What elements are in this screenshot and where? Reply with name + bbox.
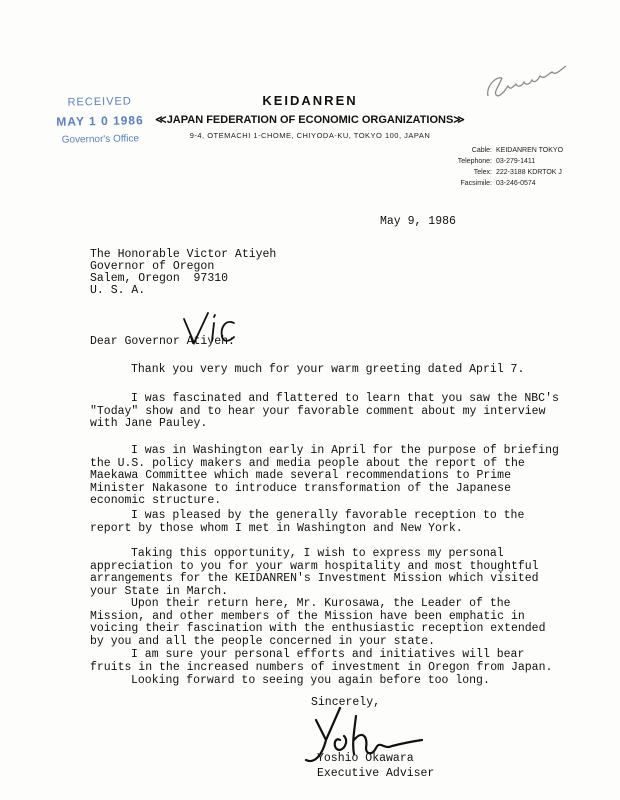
- recipient-line: Governor of Oregon: [90, 260, 215, 273]
- contact-row: [420, 178, 570, 189]
- body-paragraph: Upon their return here, Mr. Kurosawa, the Leader of the Mission, and other members of the Mission have been emphatic in voicing their fascination with the enthusiastic reception extended by you and all the people concerned in your state.: [90, 597, 546, 648]
- stamp-date: MAY 1 0 1986: [56, 113, 144, 129]
- handwritten-vic: [178, 309, 238, 349]
- stamp-received: RECEIVED: [67, 95, 132, 109]
- body-paragraph: I was fascinated and flattered to learn that you saw the NBC's "Today" show and to hear your favorable comment about my interview with Jane Pauley.: [90, 392, 559, 430]
- contact-row: [420, 167, 570, 178]
- contact-row: [420, 156, 570, 167]
- contact-row: [420, 145, 570, 156]
- recipient-line: The Honorable Victor Atiyeh: [90, 248, 277, 261]
- closing: Sincerely,: [311, 696, 381, 709]
- letter-date: May 9, 1986: [380, 215, 456, 228]
- contact-label: Facsimile:: [460, 180, 492, 187]
- contact-label: Telephone:: [457, 158, 492, 165]
- signer-name: Yoshio Okawara: [317, 752, 414, 765]
- body-paragraph: I was in Washington early in April for the purpose of briefing the U.S. policy makers and media people about the report of the Maekawa Committee which made several recommendations to Prime Minister Nakasone to introduce transformation of the Japanese economic structure.: [90, 444, 559, 507]
- contact-value: 03-279-1411: [496, 158, 536, 165]
- body-paragraph: Taking this opportunity, I wish to express my personal appreciation to you for your warm hospitality and most thoughtful arrangements for the KEIDANREN's Investment Mission which visited your State in March.: [90, 547, 539, 598]
- recipient-line: Salem, Oregon 97310: [90, 272, 229, 285]
- org-name: KEIDANREN: [262, 93, 358, 108]
- salutation: Dear Governor Atiyeh:: [90, 335, 235, 348]
- contact-label: Cable:: [471, 147, 492, 154]
- contact-value: 222-3188 KDRTOK J: [496, 169, 562, 176]
- body-paragraph: I am sure your personal efforts and initiatives will bear fruits in the increased numbers of investment in Oregon from Japan.: [90, 648, 553, 674]
- recipient-line: U. S. A.: [90, 284, 146, 297]
- body-paragraph: I was pleased by the generally favorable reception to the report by those whom I met in Washington and New York.: [90, 509, 525, 535]
- contact-block: [420, 145, 570, 189]
- body-paragraph: Thank you very much for your warm greeting dated April 7.: [131, 363, 525, 376]
- signer-title: Executive Adviser: [317, 767, 435, 780]
- contact-value: KEIDANREN TOKYO: [496, 147, 564, 154]
- contact-value: 03-246-0574: [496, 180, 536, 187]
- contact-label: Telex:: [473, 169, 492, 176]
- body-paragraph: Looking forward to seeing you again before too long.: [131, 674, 490, 687]
- stamp-office: Governor's Office: [61, 133, 140, 146]
- recipient-address: [90, 249, 276, 297]
- org-subtitle: ≪JAPAN FEDERATION OF ECONOMIC ORGANIZATIONS≫: [155, 114, 465, 126]
- org-address: 9-4, OTEMACHI 1-CHOME, CHIYODA-KU, TOKYO 100, JAPAN: [189, 131, 431, 140]
